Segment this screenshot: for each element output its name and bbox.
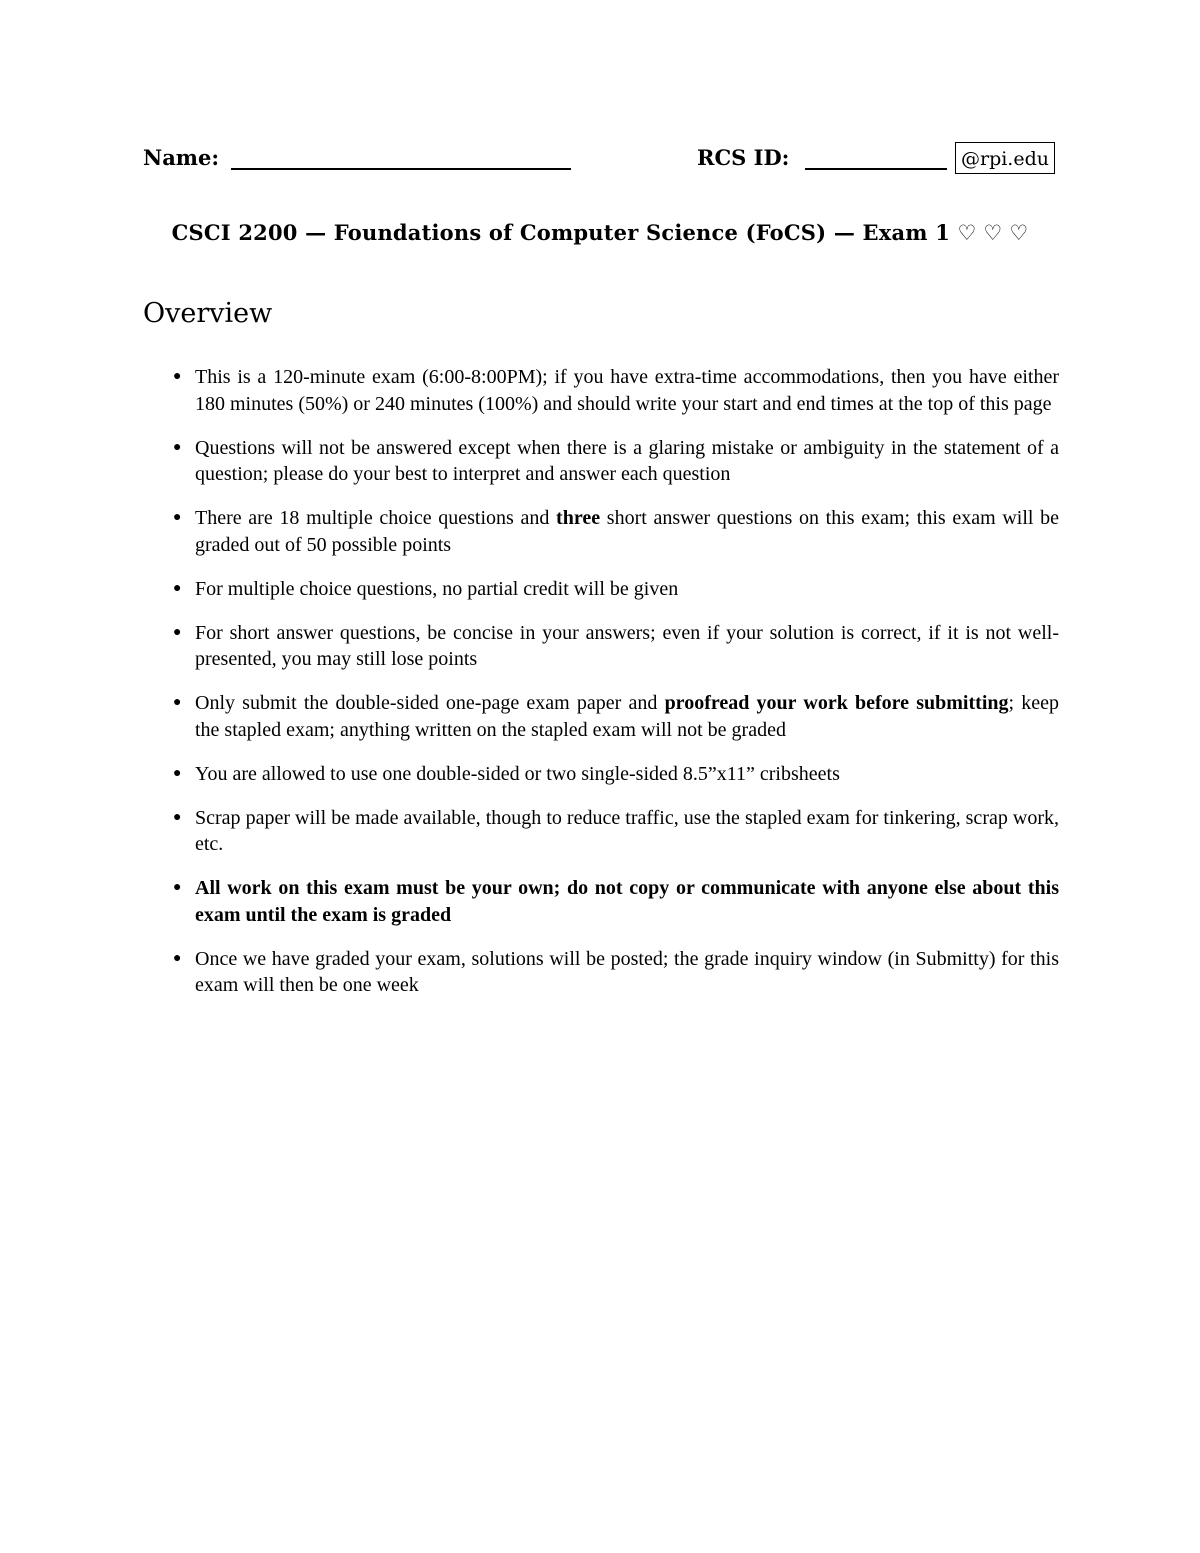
bullet-icon: ● bbox=[173, 369, 182, 384]
list-item: ● This is a 120-minute exam (6:00-8:00PM); if you have extra-time accommodations, then you have either 180 minutes (50%) or 240 minutes (100%) and should write your start and end times at the top of this page bbox=[173, 366, 1059, 415]
list-item: ● You are allowed to use one double-sided or two single-sided 8.5”x11” cribsheets bbox=[173, 761, 1059, 788]
emphasis-text: three bbox=[556, 507, 601, 529]
name-label: Name: bbox=[143, 145, 220, 170]
rcs-id-blank bbox=[805, 168, 947, 170]
bullet-icon: ● bbox=[173, 765, 182, 781]
bullet-icon: ● bbox=[173, 510, 182, 525]
list-item: ● There are 18 multiple choice questions and three short answer questions on this exam; this exam will be graded out of 50 possible points bbox=[173, 507, 1059, 556]
list-item: ● Scrap paper will be made available, though to reduce traffic, use the stapled exam for tinkering, scrap work, etc. bbox=[173, 806, 1059, 855]
bullet-icon: ● bbox=[173, 809, 182, 825]
list-item: ● Questions will not be answered except when there is a glaring mistake or ambiguity in the statement of a question; please do your best to interpret and answer each question bbox=[173, 436, 1059, 485]
list-item: ● For short answer questions, be concise in your answers; even if your solution is correct, if it is not well-presented, you may still lose points bbox=[173, 621, 1059, 670]
list-item: ● For multiple choice questions, no partial credit will be given bbox=[173, 576, 1059, 603]
bullet-icon: ● bbox=[173, 880, 182, 895]
overview-heading: Overview bbox=[143, 298, 273, 329]
bullet-icon: ● bbox=[173, 439, 182, 455]
email-domain-box: @rpi.edu bbox=[955, 142, 1055, 174]
overview-list bbox=[173, 364, 1059, 1016]
emphasis-text: proofread your work before submitting bbox=[664, 692, 1009, 714]
bullet-icon: ● bbox=[173, 950, 182, 966]
exam-title bbox=[0, 220, 1200, 245]
bullet-icon: ● bbox=[173, 695, 182, 710]
bullet-icon: ● bbox=[173, 624, 182, 640]
name-blank bbox=[231, 168, 571, 170]
list-item: ● All work on this exam must be your own; do not copy or communicate with anyone else about this exam until the exam is graded bbox=[173, 877, 1059, 926]
exam-title-text: CSCI 2200 — Foundations of Computer Science (FoCS) — Exam 1 bbox=[171, 220, 951, 245]
list-item: ● Once we have graded your exam, solutions will be posted; the grade inquiry window (in Submitty) for this exam will then be one week bbox=[173, 947, 1059, 996]
list-item: ● Only submit the double-sided one-page exam paper and proofread your work before submitting; keep the stapled exam; anything written on the stapled exam will not be graded bbox=[173, 692, 1059, 741]
bullet-icon: ● bbox=[173, 580, 182, 596]
rcs-id-label: RCS ID: bbox=[697, 145, 790, 170]
hearts-decoration: ♡ ♡ ♡ bbox=[957, 221, 1029, 245]
student-info-row bbox=[143, 140, 1058, 178]
